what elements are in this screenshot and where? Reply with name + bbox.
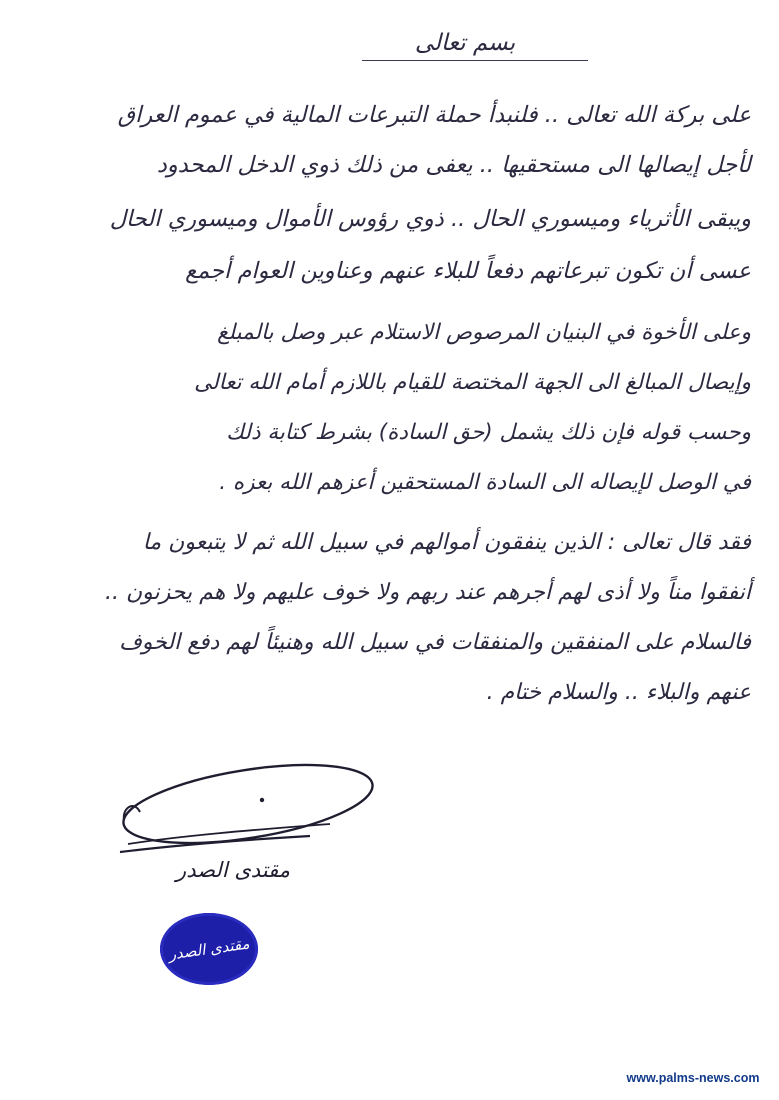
paragraph2-line4: في الوصل لإيصاله الى السادة المستحقين أعزهم الله بعزه . [219,470,751,495]
signature-flourish [100,760,400,870]
paragraph3-line3: فالسلام على المنفقين والمنفقات في سبيل الله وهنيئاً لهم دفع الخوف [119,630,751,655]
paragraph3-line1: فقد قال تعالى : الذين ينفقون أموالهم في سبيل الله ثم لا يتبعون ما [142,530,751,555]
paragraph1-line1: على بركة الله تعالى .. فلنبدأ حملة التبرعات المالية في عموم العراق [117,102,751,128]
letter-heading: بسم تعالى [414,30,516,56]
paragraph1-line4: عسى أن تكون تبرعاتهم دفعاً للبلاء عنهم وعناوين العوام أجمع [185,258,751,284]
paragraph3-line2: أنفقوا مناً ولا أذى لهم أجرهم عند ربهم ولا خوف عليهم ولا هم يحزنون .. [104,580,751,605]
heading-underline [362,60,588,61]
seal-text: مقتدى الصدر [167,934,251,964]
signature-name: مقتدى الصدر [176,858,290,882]
paragraph3-line4: عنهم والبلاء .. والسلام ختام . [486,680,751,705]
official-seal [160,913,258,985]
paragraph2-line1: وعلى الأخوة في البنيان المرصوص الاستلام عبر وصل بالمبلغ [217,320,751,345]
paragraph1-line2: لأجل إيصالها الى مستحقيها .. يعفى من ذلك ذوي الدخل المحدود [156,152,751,178]
watermark-url: www.palms-news.com [616,1068,770,1088]
paragraph2-line3: وحسب قوله فإن ذلك يشمل (حق السادة) بشرط كتابة ذلك [226,420,751,445]
paragraph2-line2: وإيصال المبالغ الى الجهة المختصة للقيام باللازم أمام الله تعالى [194,370,751,395]
paragraph1-line3: ويبقى الأثرياء وميسوري الحال .. ذوي رؤوس الأموال وميسوري الحال [109,206,751,232]
